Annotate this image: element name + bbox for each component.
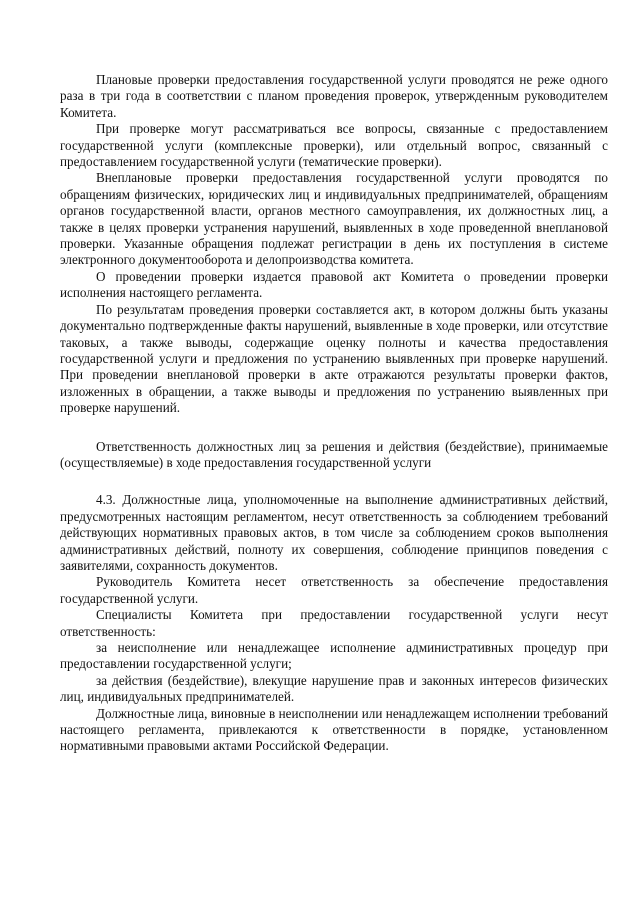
- paragraph-head-responsibility: Руководитель Комитета несет ответственность за обеспечение предоставления государственной услуги.: [60, 574, 608, 606]
- paragraph-unscheduled-inspections: Внеплановые проверки предоставления государственной услуги проводятся по обращениям физических, юридических лиц и индивидуальных предпринимателей, обращениям органов государственной власти, органов местного самоуправления, их должностных лиц, а также в целях проверки устранения нарушений, выявленных в ходе проведенной внеплановой проверки. Указанные обращения подлежат регистрации в день их поступления в системе электронного документооборота и делопроизводства комитета.: [60, 170, 608, 268]
- paragraph-planned-inspections: Плановые проверки предоставления государственной услуги проводятся не реже одного раза в три года в соответствии с планом проведения проверок, утвержденным руководителем Комитета.: [60, 72, 608, 120]
- paragraph-officials-responsibility: 4.3. Должностные лица, уполномоченные на выполнение административных действий, предусмотренных настоящим регламентом, несут ответственность за соблюдением требований действующих нормативных правовых актов, в том числе за соблюдением сроков выполнения административных действий, полноту их совершения, соблюдение принципов поведения с заявителями, сохранность документов.: [60, 492, 608, 573]
- paragraph-inspection-scope: При проверке могут рассматриваться все вопросы, связанные с предоставлением государственной услуги (комплексные проверки), или отдельный вопрос, связанный с предоставлением государственной услуги (тематические проверки).: [60, 121, 608, 170]
- section-heading-responsibility: Ответственность должностных лиц за решения и действия (бездействие), принимаемые (осуществляемые) в ходе предоставления государственной услуги: [60, 438, 608, 470]
- paragraph-inspection-results: По результатам проведения проверки составляется акт, в котором должны быть указаны документально подтвержденные факты нарушений, выявленные в ходе проверки, или отсутствие таковых, а также выводы, содержащие оценку полноты и качества предоставления государственной услуги и предложения по устранению выявленных при проверке нарушений. При проведении внеплановой проверки в акте отражаются результаты проверки фактов, изложенных в обращении, а также выводы и предложения по устранению выявленных при проверке нарушений.: [60, 301, 608, 416]
- paragraph-specialists-responsibility: Специалисты Комитета при предоставлении государственной услуги несут ответственность:: [60, 607, 608, 639]
- paragraph-failure-to-perform: за неисполнение или ненадлежащее исполнение административных процедур при предоставлении государственной услуги;: [60, 640, 608, 672]
- paragraph-rights-violation: за действия (бездействие), влекущие нарушение прав и законных интересов физических лиц, индивидуальных предпринимателей.: [60, 672, 608, 705]
- document-body: [60, 72, 608, 755]
- paragraph-liability: Должностные лица, виновные в неисполнении или ненадлежащем исполнении требований настоящего регламента, привлекаются к ответственности в порядке, установленном нормативными правовыми актами Российской Федерации.: [60, 705, 608, 754]
- paragraph-inspection-act-issued: О проведении проверки издается правовой акт Комитета о проведении проверки исполнения настоящего регламента.: [60, 268, 608, 301]
